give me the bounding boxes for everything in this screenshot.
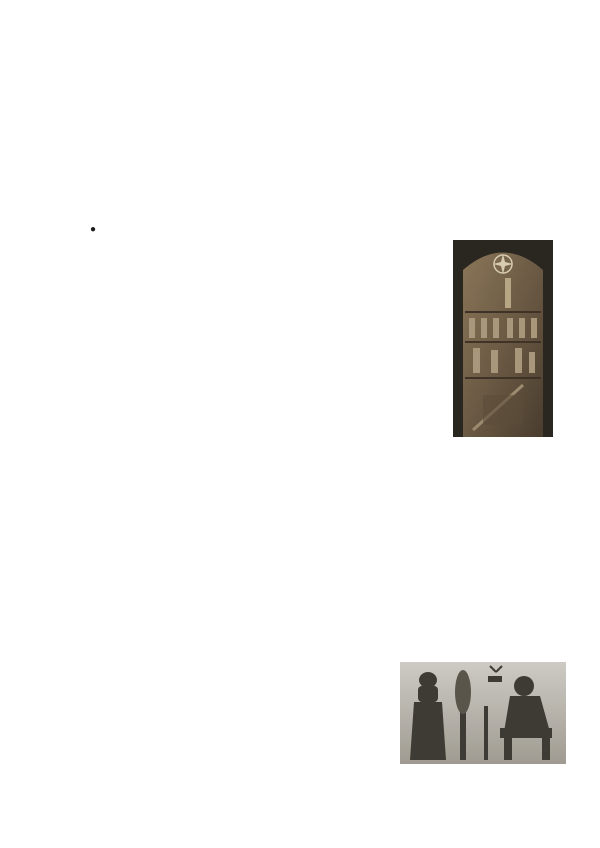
filled-bullet: ● <box>90 224 97 235</box>
stele-ur-nammu-image <box>453 240 553 437</box>
relief-scene-image <box>400 662 566 764</box>
